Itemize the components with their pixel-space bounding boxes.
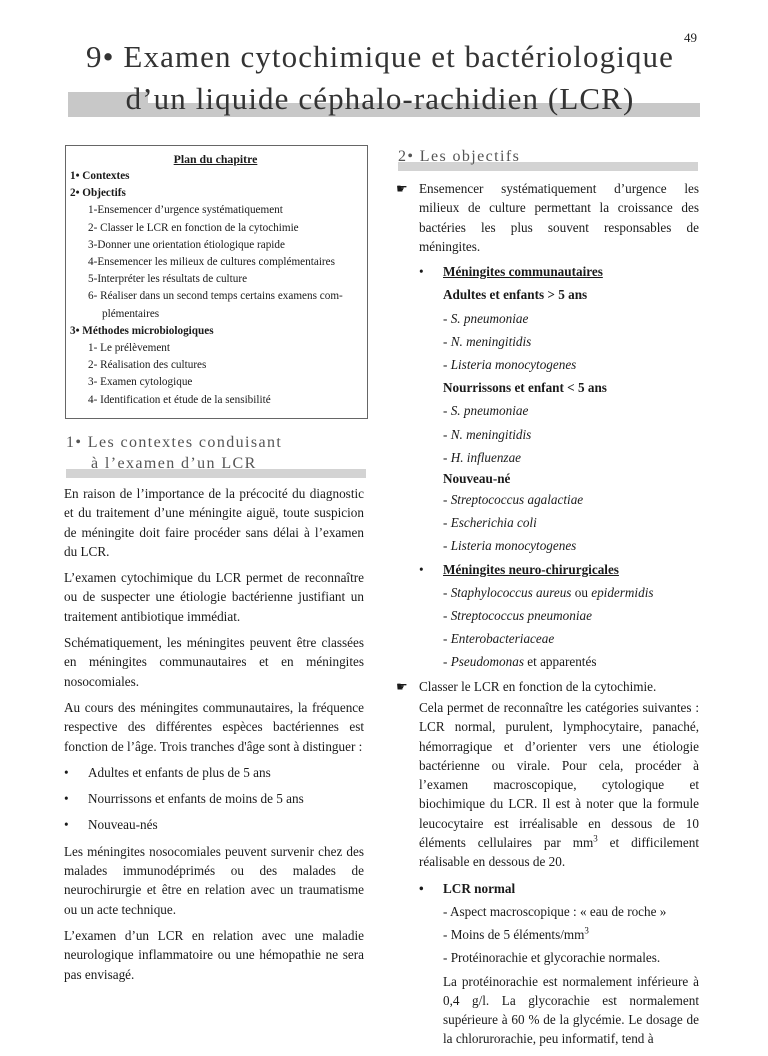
pointing-hand-icon: ☛ bbox=[396, 181, 408, 196]
species-item: - H. influenzae bbox=[443, 449, 522, 465]
lcr-normal-item: - Protéinorachie et glycorachie normales. bbox=[443, 950, 661, 966]
newborn-title: Nouveau-né bbox=[443, 471, 511, 487]
species-name: - Staphylococcus aureus bbox=[443, 584, 572, 600]
bacteria-lists bbox=[396, 260, 699, 673]
plan-item: 2- Classer le LCR en fonction de la cytochimie bbox=[88, 221, 299, 234]
neurosurgical-meningitis-item bbox=[419, 558, 699, 581]
plan-item: 4- Identification et étude de la sensibilité bbox=[88, 393, 271, 406]
age-group-item: • Adultes et enfants de plus de 5 ans bbox=[64, 763, 364, 782]
plan-heading: Plan du chapitre bbox=[173, 152, 258, 166]
lcr-normal-item bbox=[443, 923, 699, 946]
adults-title: Adultes et enfants > 5 ans bbox=[443, 287, 588, 303]
plan-section-3: 3• Méthodes microbiologiques bbox=[70, 324, 214, 337]
paragraph-text: et difficilement réalisable en dessous de 20. bbox=[419, 835, 699, 870]
paragraph: Au cours des méningites communautaires, la fréquence respective des différentes espèces bactériennes est fonction de l’âge. Trois tranches d'âge sont à distinguer : bbox=[64, 699, 364, 754]
species-connector: ou bbox=[571, 584, 592, 600]
species-item bbox=[443, 581, 699, 604]
lcr-normal-item: - Aspect macroscopique : « eau de roche » bbox=[443, 903, 667, 919]
plan-item: 1-Ensemencer d’urgence systématiquement bbox=[88, 204, 283, 217]
age-group-item: • Nourrissons et enfants de moins de 5 ans bbox=[64, 789, 364, 808]
species-item: - S. pneumoniae bbox=[443, 310, 529, 326]
species-item: - Listeria monocytogenes bbox=[443, 538, 577, 554]
lcr-normal-list bbox=[419, 900, 699, 970]
page-number: 49 bbox=[684, 30, 697, 45]
paragraph: L’examen d’un LCR en relation avec une maladie neurologique inflammatoire ou une hémopathie ne sera pas envisagé. bbox=[64, 927, 364, 982]
species-item: - N. meningitidis bbox=[443, 426, 532, 442]
section-2-heading bbox=[398, 146, 698, 167]
species-name: - Pseudomonas bbox=[443, 654, 524, 670]
objective-2-text: Classer le LCR en fonction de la cytochimie. bbox=[419, 678, 657, 694]
species-item: - Streptococcus agalactiae bbox=[443, 492, 584, 508]
section-1-heading-line-1: 1• Les contextes conduisant bbox=[66, 434, 283, 451]
paragraph-text: Cela permet de reconnaître les catégories suivantes : LCR normal, purulent, lymphocytaire, panaché, hémorragique et d’orienter vers une étiologie bactérienne ou virale. Pour cela, procéder à l’examen macroscopique, cytologique et biochimique du LCR. Il est à noter que la formule leucocytaire est irréalisable en dessous de 10 éléments cellulaires par mm bbox=[419, 699, 699, 851]
objective-2-body bbox=[396, 698, 699, 1049]
species-item: - Streptococcus pneumoniae bbox=[443, 608, 592, 624]
title-line-1: 9• Examen cytochimique et bactériologique bbox=[86, 39, 674, 74]
lcr-normal-text: - Moins de 5 éléments/mm bbox=[443, 927, 585, 943]
plan-section-2: 2• Objectifs bbox=[70, 187, 126, 200]
paragraph bbox=[419, 698, 699, 872]
objective-2 bbox=[396, 677, 699, 696]
community-groups bbox=[419, 283, 699, 557]
community-meningitis-item bbox=[419, 260, 699, 283]
species-item: - Enterobacteriaceae bbox=[443, 631, 555, 647]
plan-item: 4-Ensemencer les milieux de cultures complémentaires bbox=[88, 256, 335, 269]
species-item: - Listeria monocytogenes bbox=[443, 357, 577, 372]
age-group-item: • Nouveau-nés bbox=[64, 815, 364, 834]
superscript: 3 bbox=[593, 833, 598, 844]
plan-section-1: 1• Contextes bbox=[70, 170, 130, 182]
pointing-hand-icon: ☛ bbox=[396, 678, 408, 694]
species-item: - N. meningitidis bbox=[443, 333, 532, 349]
superscript: 3 bbox=[584, 925, 589, 936]
species-item: - S. pneumoniae bbox=[443, 403, 529, 419]
right-column bbox=[396, 179, 699, 1056]
paragraph: L’examen cytochimique du LCR permet de reconnaître ou de suspecter une étiologie bactérienne justifiant un traitement antibiotique immédiat. bbox=[64, 570, 364, 624]
plan-item: 2- Réalisation des cultures bbox=[88, 359, 207, 372]
paragraph: Schématiquement, les méningites peuvent être classées en méningites communautaires et en méningites nosocomiales. bbox=[64, 635, 364, 689]
chapter-plan-box bbox=[65, 145, 368, 419]
species-item: - Escherichia coli bbox=[443, 515, 537, 531]
left-column bbox=[64, 484, 364, 991]
section-1-heading-line-2: à l’examen d’un LCR bbox=[91, 455, 257, 472]
plan-item: 1- Le prélèvement bbox=[88, 342, 170, 355]
species-suffix: et apparentés bbox=[523, 654, 597, 670]
title-line-2: d’un liquide céphalo-rachidien (LCR) bbox=[125, 81, 635, 116]
lcr-normal-title: • LCR normal bbox=[419, 879, 699, 898]
paragraph: Les méningites nosocomiales peuvent survenir chez des malades immunodéprimés ou des malades de neurochirurgie et être en relation avec un traumatisme ou un acte technique. bbox=[64, 843, 364, 917]
plan-item: 6- Réaliser dans un second temps certains examens com- bbox=[88, 290, 343, 303]
paragraph: La protéinorachie est normalement inférieure à 0,4 g/l. La glycorachie est normalement supérieure à 60 % de la glycémie. Le dosage de la chlorurorachie, peu informatif, tend à bbox=[443, 973, 699, 1047]
species-name: epidermidis bbox=[591, 584, 654, 600]
objective-1-text: Ensemencer systématiquement d’urgence les milieux de culture permettant la croissance des bactéries les plus souvent responsables de méningites. bbox=[419, 181, 699, 254]
plan-item: 5-Interpréter les résultats de culture bbox=[88, 273, 248, 286]
plan-item-continuation: plémentaires bbox=[102, 307, 160, 320]
chapter-title bbox=[60, 36, 700, 120]
section-1-heading bbox=[66, 432, 366, 474]
plan-item: 3- Examen cytologique bbox=[88, 376, 193, 389]
objective-1 bbox=[396, 179, 699, 256]
community-meningitis-title: Méningites communautaires bbox=[443, 264, 603, 280]
neurosurgical-meningitis-title: Méningites neuro-chirurgicales bbox=[443, 561, 619, 577]
paragraph: En raison de l’importance de la précocité du diagnostic et du traitement d’une méningite aiguë, toute suspicion de méningite doit faire procéder sans délai à l’examen du LCR. bbox=[64, 486, 364, 559]
species-item bbox=[443, 650, 699, 673]
section-2-heading-text: 2• Les objectifs bbox=[398, 148, 521, 165]
infants-title: Nourrissons et enfant < 5 ans bbox=[443, 380, 607, 396]
neurosurgical-species bbox=[419, 581, 699, 674]
plan-item: 3-Donner une orientation étiologique rapide bbox=[88, 238, 285, 251]
